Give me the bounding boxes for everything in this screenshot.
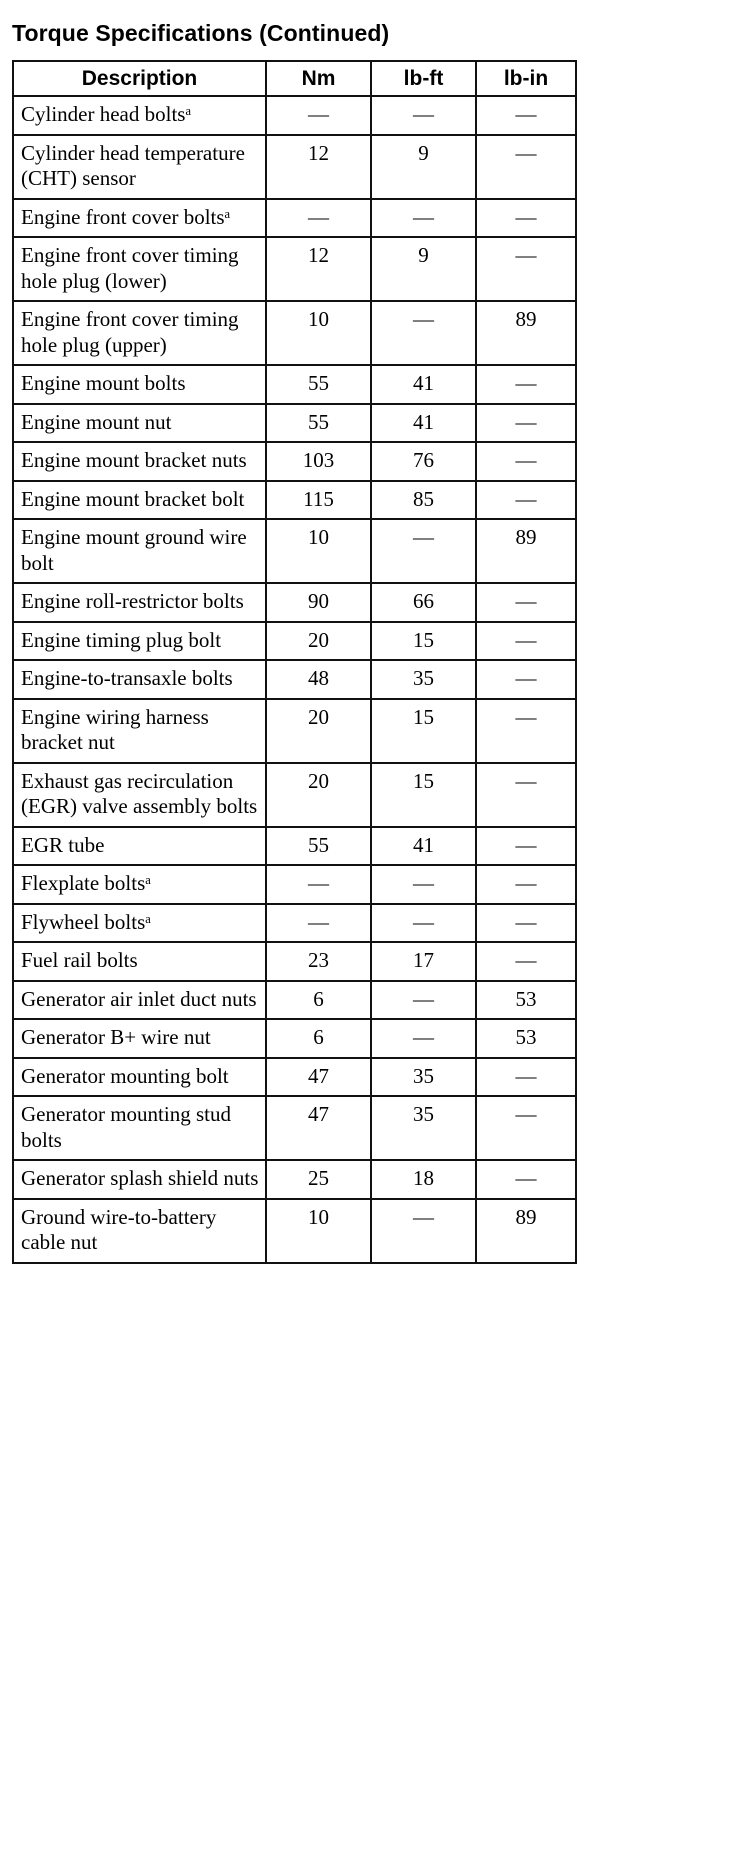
description-cell: Engine mount nut [13, 404, 266, 443]
lb-ft-cell: 85 [371, 481, 476, 520]
column-header-lb-in: lb-in [476, 61, 576, 96]
nm-cell: — [266, 865, 371, 904]
lb-ft-cell: 35 [371, 660, 476, 699]
table-row [13, 660, 576, 699]
table-row [13, 1160, 576, 1199]
nm-cell: 6 [266, 1019, 371, 1058]
lb-in-cell: — [476, 865, 576, 904]
description-cell: Engine front cover timing hole plug (upper) [13, 301, 266, 365]
table-row [13, 865, 576, 904]
nm-cell: 20 [266, 763, 371, 827]
table-row [13, 699, 576, 763]
lb-in-cell: — [476, 622, 576, 661]
description-cell: Engine roll-restrictor bolts [13, 583, 266, 622]
nm-cell: 103 [266, 442, 371, 481]
nm-cell: 25 [266, 1160, 371, 1199]
nm-cell: 20 [266, 622, 371, 661]
lb-ft-cell: 18 [371, 1160, 476, 1199]
lb-in-cell: — [476, 699, 576, 763]
table-row [13, 519, 576, 583]
table-row [13, 827, 576, 866]
nm-cell: 10 [266, 519, 371, 583]
description-cell: Flexplate boltsᵃ [13, 865, 266, 904]
lb-ft-cell: 9 [371, 135, 476, 199]
description-cell: Engine timing plug bolt [13, 622, 266, 661]
table-row [13, 1019, 576, 1058]
nm-cell: 47 [266, 1096, 371, 1160]
lb-in-cell: — [476, 583, 576, 622]
table-row [13, 1199, 576, 1263]
torque-spec-table [12, 60, 577, 1264]
description-cell: Generator splash shield nuts [13, 1160, 266, 1199]
nm-cell: 12 [266, 135, 371, 199]
lb-ft-cell: — [371, 981, 476, 1020]
lb-ft-cell: 41 [371, 365, 476, 404]
lb-in-cell: — [476, 904, 576, 943]
nm-cell: 10 [266, 1199, 371, 1263]
lb-in-cell: — [476, 481, 576, 520]
page-title: Torque Specifications (Continued) [12, 20, 390, 46]
table-row [13, 583, 576, 622]
lb-ft-cell: 15 [371, 622, 476, 661]
table-row [13, 135, 576, 199]
lb-ft-cell: 15 [371, 699, 476, 763]
nm-cell: 55 [266, 404, 371, 443]
lb-ft-cell: 41 [371, 827, 476, 866]
table-row [13, 622, 576, 661]
table-row [13, 199, 576, 238]
description-cell: Engine mount bracket nuts [13, 442, 266, 481]
table-row [13, 365, 576, 404]
lb-in-cell: 89 [476, 301, 576, 365]
nm-cell: 55 [266, 365, 371, 404]
column-header-nm: Nm [266, 61, 371, 96]
table-row [13, 237, 576, 301]
lb-in-cell: — [476, 1160, 576, 1199]
nm-cell: 20 [266, 699, 371, 763]
lb-ft-cell: — [371, 301, 476, 365]
lb-in-cell: — [476, 365, 576, 404]
nm-cell: 115 [266, 481, 371, 520]
description-cell: Generator B+ wire nut [13, 1019, 266, 1058]
description-cell: Cylinder head temperature (CHT) sensor [13, 135, 266, 199]
nm-cell: 23 [266, 942, 371, 981]
lb-in-cell: — [476, 827, 576, 866]
description-cell: Generator mounting stud bolts [13, 1096, 266, 1160]
table-row [13, 442, 576, 481]
lb-in-cell: 89 [476, 519, 576, 583]
description-cell: Exhaust gas recirculation (EGR) valve assembly bolts [13, 763, 266, 827]
lb-ft-cell: 15 [371, 763, 476, 827]
nm-cell: 12 [266, 237, 371, 301]
description-cell: Engine wiring harness bracket nut [13, 699, 266, 763]
nm-cell: 55 [266, 827, 371, 866]
lb-ft-cell: 66 [371, 583, 476, 622]
table-row [13, 404, 576, 443]
nm-cell: 6 [266, 981, 371, 1020]
table-row [13, 96, 576, 135]
description-cell: Ground wire-to-battery cable nut [13, 1199, 266, 1263]
nm-cell: 90 [266, 583, 371, 622]
description-cell: Generator mounting bolt [13, 1058, 266, 1097]
nm-cell: 47 [266, 1058, 371, 1097]
table-row [13, 942, 576, 981]
lb-ft-cell: 9 [371, 237, 476, 301]
lb-in-cell: — [476, 135, 576, 199]
lb-in-cell: — [476, 942, 576, 981]
lb-in-cell: — [476, 199, 576, 238]
lb-ft-cell: 35 [371, 1096, 476, 1160]
nm-cell: 10 [266, 301, 371, 365]
lb-in-cell: — [476, 660, 576, 699]
description-cell: EGR tube [13, 827, 266, 866]
table-row [13, 763, 576, 827]
nm-cell: — [266, 96, 371, 135]
description-cell: Engine mount bolts [13, 365, 266, 404]
lb-in-cell: — [476, 404, 576, 443]
lb-ft-cell: — [371, 1019, 476, 1058]
lb-ft-cell: 17 [371, 942, 476, 981]
lb-in-cell: — [476, 1058, 576, 1097]
description-cell: Flywheel boltsᵃ [13, 904, 266, 943]
description-cell: Engine mount bracket bolt [13, 481, 266, 520]
description-cell: Engine front cover timing hole plug (lower) [13, 237, 266, 301]
description-cell: Cylinder head boltsᵃ [13, 96, 266, 135]
lb-in-cell: — [476, 763, 576, 827]
lb-ft-cell: — [371, 199, 476, 238]
description-cell: Engine front cover boltsᵃ [13, 199, 266, 238]
table-row [13, 481, 576, 520]
lb-in-cell: 53 [476, 1019, 576, 1058]
description-cell: Engine mount ground wire bolt [13, 519, 266, 583]
lb-in-cell: — [476, 1096, 576, 1160]
description-cell: Engine-to-transaxle bolts [13, 660, 266, 699]
nm-cell: — [266, 904, 371, 943]
lb-in-cell: 53 [476, 981, 576, 1020]
lb-in-cell: — [476, 442, 576, 481]
table-row [13, 1058, 576, 1097]
table-row [13, 1096, 576, 1160]
lb-ft-cell: 41 [371, 404, 476, 443]
header-row [13, 61, 576, 96]
column-header-lb-ft: lb-ft [371, 61, 476, 96]
lb-in-cell: — [476, 237, 576, 301]
table-row [13, 904, 576, 943]
lb-ft-cell: 35 [371, 1058, 476, 1097]
description-cell: Fuel rail bolts [13, 942, 266, 981]
lb-ft-cell: — [371, 519, 476, 583]
lb-in-cell: — [476, 96, 576, 135]
table-row [13, 301, 576, 365]
nm-cell: — [266, 199, 371, 238]
lb-ft-cell: — [371, 904, 476, 943]
table-row [13, 981, 576, 1020]
lb-in-cell: 89 [476, 1199, 576, 1263]
lb-ft-cell: 76 [371, 442, 476, 481]
lb-ft-cell: — [371, 1199, 476, 1263]
nm-cell: 48 [266, 660, 371, 699]
column-header-description: Description [13, 61, 266, 96]
table-body [13, 96, 576, 1263]
lb-ft-cell: — [371, 96, 476, 135]
description-cell: Generator air inlet duct nuts [13, 981, 266, 1020]
lb-ft-cell: — [371, 865, 476, 904]
